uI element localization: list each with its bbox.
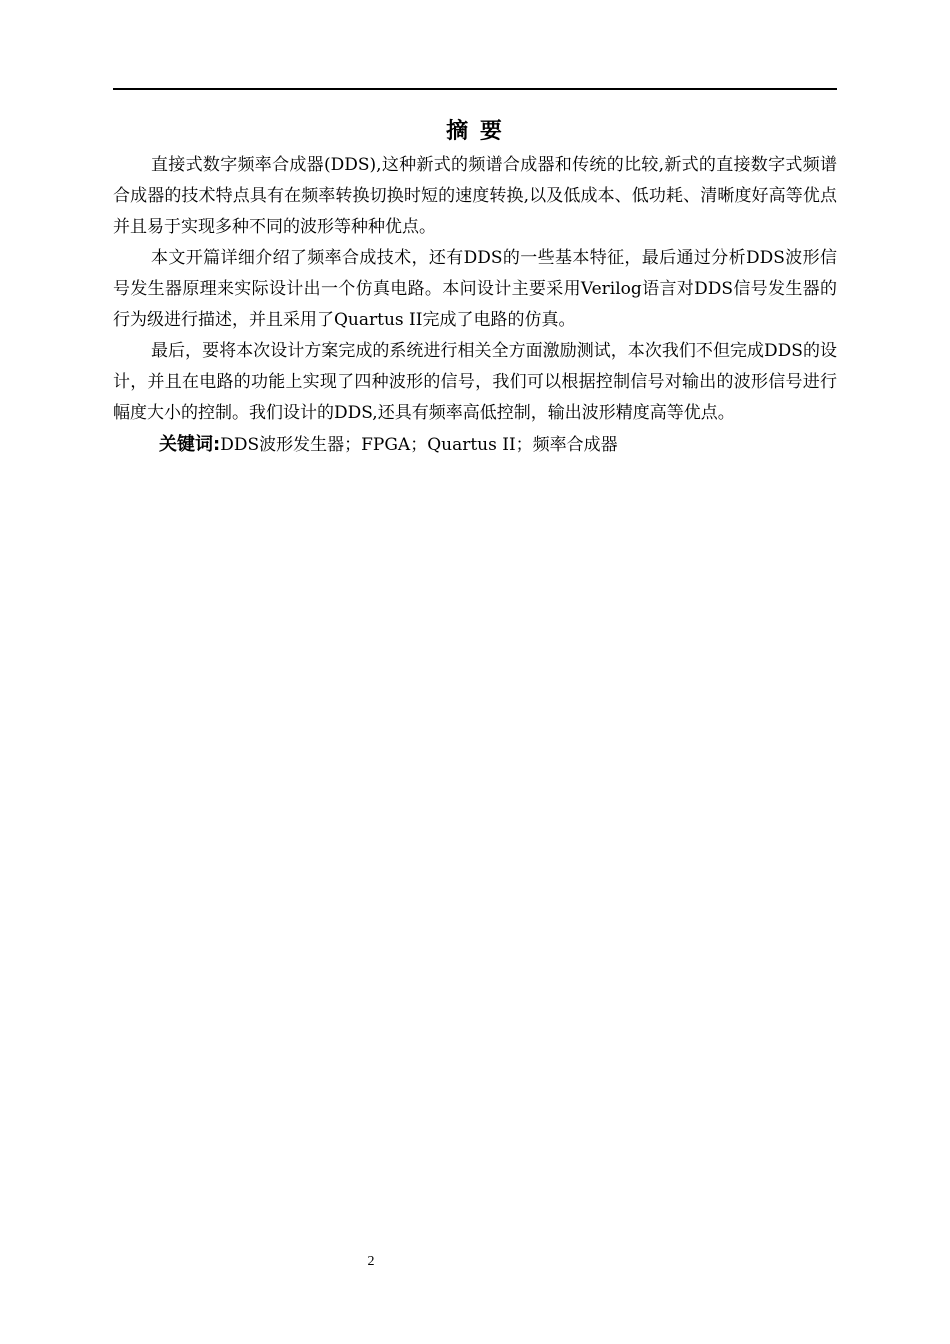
keywords-value: DDS波形发生器；FPGA；Quartus II；频率合成器 bbox=[220, 435, 618, 455]
keywords-label: 关键词: bbox=[159, 434, 221, 455]
header-rule bbox=[113, 88, 837, 90]
page-number: 2 bbox=[367, 1254, 375, 1269]
abstract-paragraph-3: 最后，要将本次设计方案完成的系统进行相关全方面激励测试，本次我们不但完成DDS的设计，并且在电路的功能上实现了四种波形的信号，我们可以根据控制信号对输出的波形信号进行幅度大小的控制。我们设计的DDS,还具有频率高低控制，输出波形精度高等优点。 bbox=[113, 341, 837, 423]
abstract-paragraph-2: 本文开篇详细介绍了频率合成技术，还有DDS的一些基本特征，最后通过分析DDS波形信号发生器原理来实际设计出一个仿真电路。本问设计主要采用Verilog语言对DDS信号发生器的行为级进行描述，并且采用了Quartus II完成了电路的仿真。 bbox=[113, 248, 837, 330]
abstract-paragraph-1: 直接式数字频率合成器(DDS),这种新式的频谱合成器和传统的比较,新式的直接数字式频谱合成器的技术特点具有在频率转换切换时短的速度转换,以及低成本、低功耗、清晰度好高等优点并且易于实现多种不同的波形等种种优点。 bbox=[113, 155, 837, 237]
abstract-body bbox=[113, 150, 837, 461]
abstract-title: 摘 要 bbox=[446, 119, 504, 144]
keywords-line bbox=[113, 429, 837, 461]
